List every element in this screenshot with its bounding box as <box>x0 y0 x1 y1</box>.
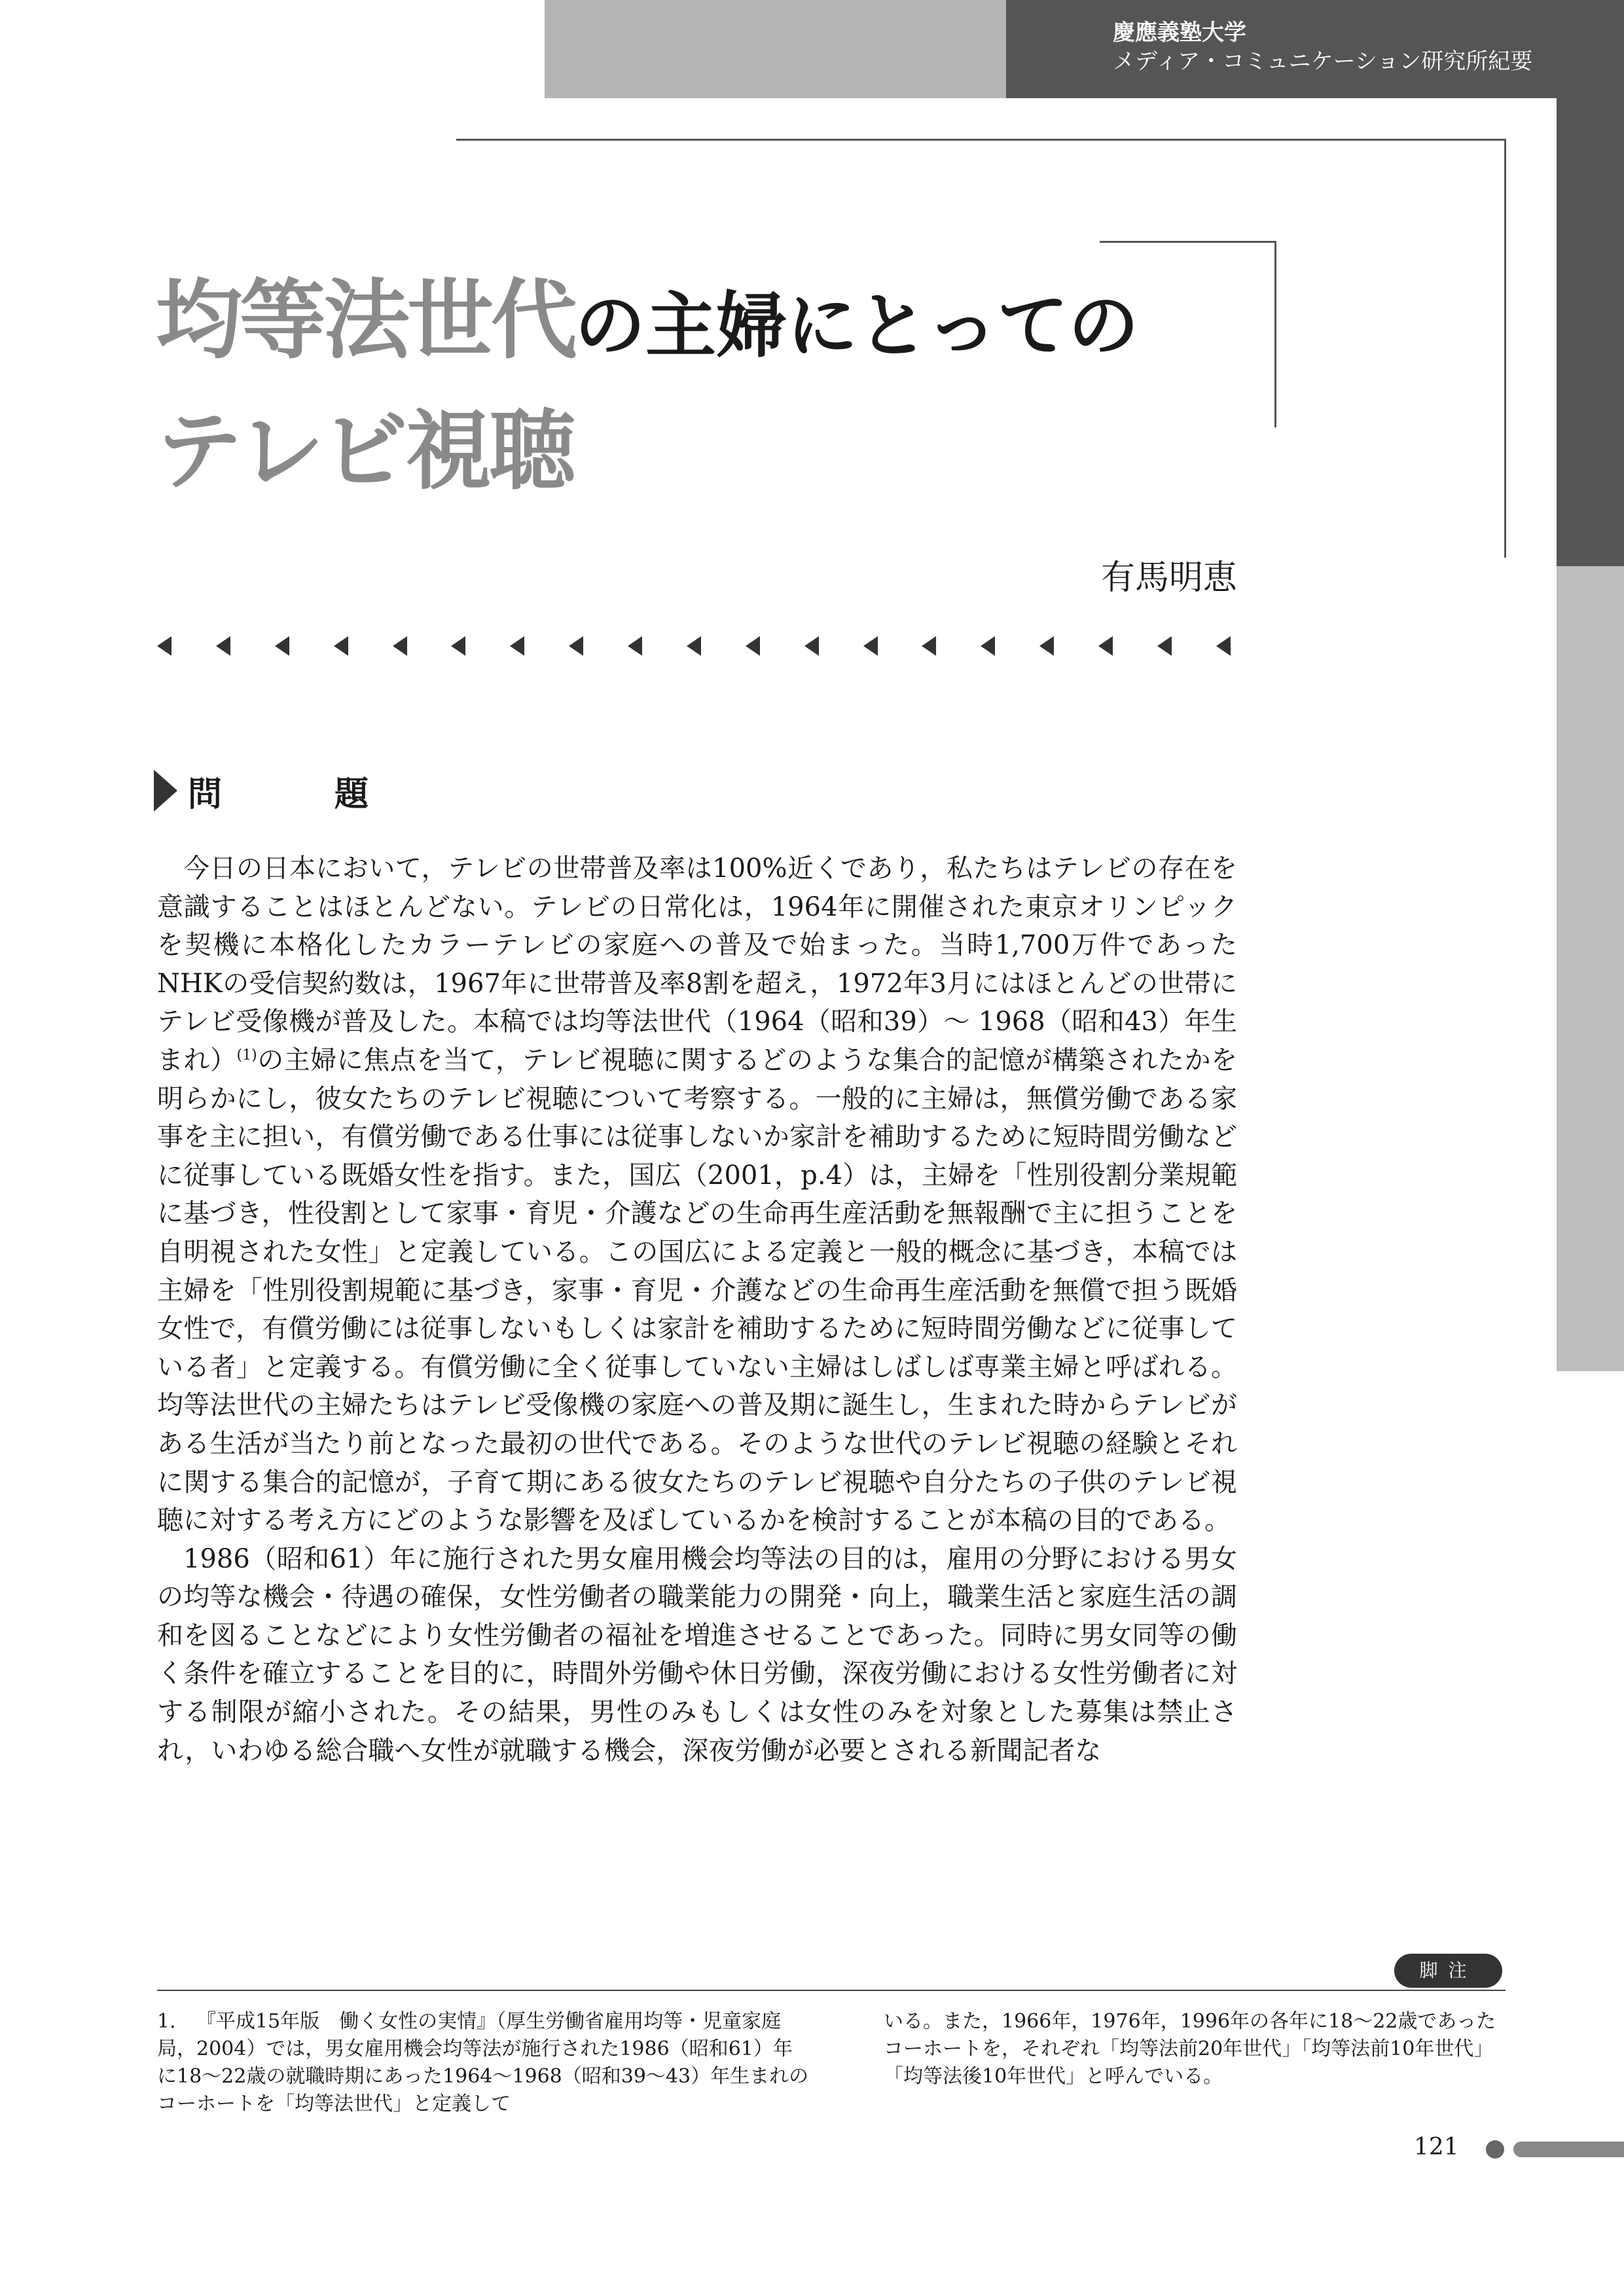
side-strip-light <box>1557 566 1624 1371</box>
author-name: 有馬明恵 <box>1100 558 1237 598</box>
triangle-icon <box>393 636 407 656</box>
footnote-number: 1． <box>157 2010 190 2033</box>
page-bar <box>1513 2142 1624 2157</box>
frame-top-rule <box>456 139 1506 141</box>
triangle-icon <box>981 636 995 656</box>
triangle-icon <box>569 636 583 656</box>
section-title: 問 題 <box>188 774 408 814</box>
journal-name-line1: 慶應義塾大学 <box>1113 20 1246 46</box>
triangle-icon <box>275 636 289 656</box>
footnote-badge: 脚注 <box>1394 1954 1502 1988</box>
title-bracket-top <box>1100 241 1276 243</box>
triangle-icon <box>1216 636 1231 656</box>
triangle-icon <box>1039 636 1054 656</box>
paragraph-2: 1986（昭和61）年に施行された男女雇用機会均等法の目的は，雇用の分野における男女の均等な機会・待遇の確保，女性労働者の職業能力の開発・向上，職業生活と家庭生活の調和を図ることなどにより女性労働者の福祉を増進させることであった。同時に男女同等の働く条件を確立することを目的に，時間外労働や休日労働，深夜労働における女性労働者に対する制限が縮小された。その結果，男性のみもしくは女性のみを対象とした募集は禁止され，いわゆる総合職へ女性が就職する機会，深夜労働が必要とされる新聞記者な <box>157 1543 1237 1766</box>
journal-name <box>1113 18 1532 76</box>
triangle-icon <box>334 636 348 656</box>
paragraph-1 <box>157 850 1237 1540</box>
page-number: 121 <box>1414 2134 1459 2161</box>
triangle-icon <box>510 636 524 656</box>
footnote-column-1 <box>157 2008 812 2118</box>
body-text <box>157 850 1237 1770</box>
footnote-ref[interactable]: (1) <box>236 1047 257 1064</box>
footnote-column-2: いる。また，1966年，1976年，1996年の各年に18～22歳であったコーホートを，それぞれ「均等法前20年世代」「均等法前10年世代」「均等法後10年世代」と呼んでいる。 <box>884 2010 1496 2088</box>
title-bracket-right <box>1274 241 1276 427</box>
triangle-icon <box>746 636 760 656</box>
title-rest: の主婦にとっての <box>575 285 1139 367</box>
footnote-rule <box>157 1990 1506 1991</box>
footnote-text-1: 『平成15年版 働く女性の実情』（厚生労働省雇用均等・児童家庭局，2004）では，男女雇用機会均等法が施行された1986（昭和61）年に18～22歳の就職時期にあった1964～1968（昭和39～43）年生まれのコーホートを「均等法世代」と定義して <box>157 2010 809 2115</box>
journal-name-line2: メディア・コミュニケーション研究所紀要 <box>1113 48 1533 75</box>
title-line-2: テレビ視聴 <box>156 401 573 502</box>
page-dot-icon <box>1486 2140 1504 2159</box>
paragraph-1-part-a: 今日の日本において，テレビの世帯普及率は100%近くであり，私たちはテレビの存在を意識することはほとんどない。テレビの日常化は，1964年に開催された東京オリンピックを契機に本格化したカラーテレビの家庭への普及で始まった。当時1,700万件であったNHKの受信契約数は，1967年に世帯普及率8割を超え，1972年3月にはほとんどの世帯にテレビ受像機が普及した。本稿では均等法世代（1964（昭和39）～ 1968（昭和43）年生まれ） <box>157 853 1237 1075</box>
frame-right-rule <box>1504 139 1506 558</box>
play-arrow-icon <box>154 770 177 812</box>
paragraph-1-part-b: の主婦に焦点を当て，テレビ視聴に関するどのような集合的記憶が構築されたかを明らかにし，彼女たちのテレビ視聴について考察する。一般的に主婦は，無償労働である家事を主に担い，有償労働である仕事には従事しないか家計を補助するために短時間労働などに従事している既婚女性を指す。また，国広（2001，p.4）は，主婦を「性別役割分業規範に基づき，性役割として家事・育児・介護などの生命再生産活動を無報酬で主に担うことを自明視された女性」と定義している。この国広による定義と一般的概念に基づき，本稿では主婦を「性別役割規範に基づき，家事・育児・介護などの生命再生産活動を無償で担う既婚女性で，有償労働には従事しないもしくは家計を補助するために短時間労働などに従事している者」と定義する。有償労働に全く従事していない主婦はしばしば専業主婦と呼ばれる。均等法世代の主婦たちはテレビ受像機の家庭への普及期に誕生し，生まれた時からテレビがある生活が当たり前となった最初の世代である。そのような世代のテレビ視聴の経験とそれに関する集合的記憶が，子育て期にある彼女たちのテレビ視聴や自分たちの子供のテレビ視聴に対する考え方にどのような影響を及ぼしているかを検討することが本稿の目的である。 <box>157 1045 1238 1536</box>
triangle-icon <box>157 636 171 656</box>
triangle-icon <box>1098 636 1113 656</box>
triangle-icon <box>863 636 878 656</box>
article-title <box>156 262 1269 511</box>
triangle-icon <box>451 636 465 656</box>
triangle-divider <box>157 630 1231 662</box>
side-strip-dark <box>1557 98 1624 566</box>
triangle-icon <box>216 636 230 656</box>
triangle-icon <box>628 636 642 656</box>
title-line-1 <box>156 262 1269 406</box>
section-heading <box>154 771 408 814</box>
triangle-icon <box>1157 636 1172 656</box>
header-band-light <box>545 0 1006 98</box>
triangle-icon <box>804 636 819 656</box>
triangle-icon <box>922 636 936 656</box>
triangle-icon <box>687 636 701 656</box>
title-emphasis: 均等法世代 <box>156 270 575 371</box>
